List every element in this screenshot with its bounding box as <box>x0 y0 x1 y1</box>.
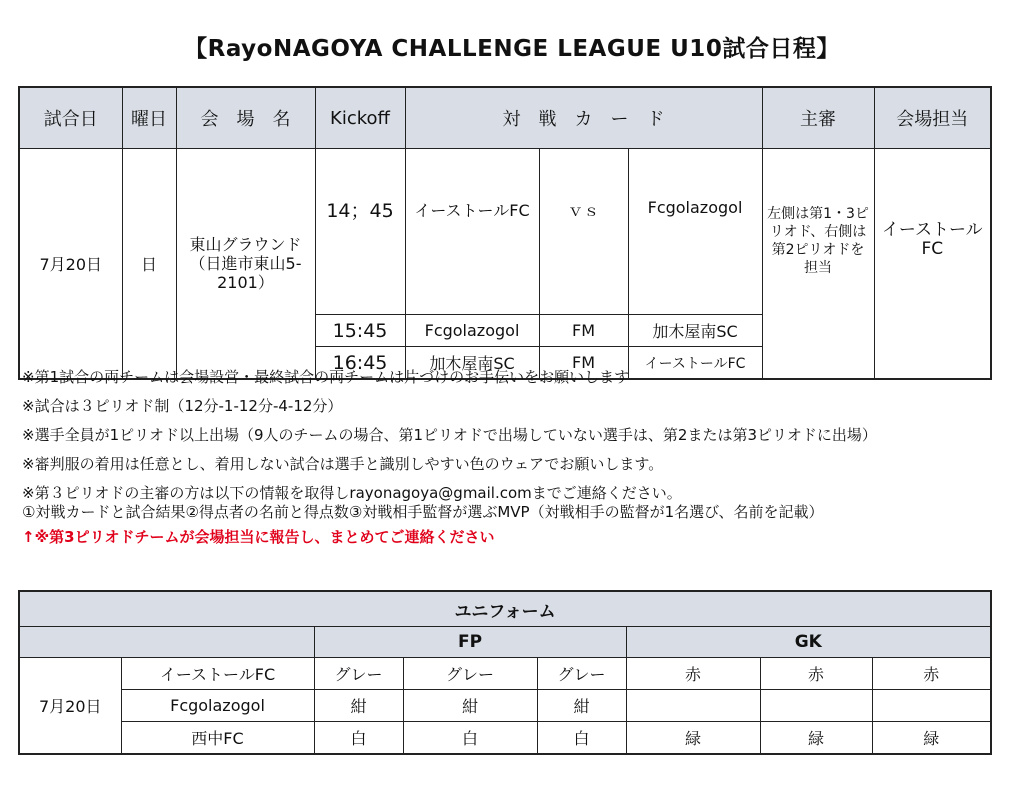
away-team: イーストールFC <box>628 347 762 380</box>
vs-label: ｖｓ <box>539 149 628 315</box>
fp-color: グレー <box>314 658 403 690</box>
header-kickoff: Kickoff <box>315 87 405 149</box>
home-team: 加木屋南SC <box>405 347 539 380</box>
match-venue: 東山グラウンド（日進市東山5-2101） <box>176 149 315 380</box>
uniform-header-row <box>19 627 991 658</box>
team-name: イーストールFC <box>121 658 314 690</box>
fp-color: 紺 <box>537 690 626 722</box>
vs-label: FM <box>539 315 628 347</box>
uniform-row <box>19 690 991 722</box>
gk-color <box>872 690 991 722</box>
header-referee: 主審 <box>762 87 874 149</box>
gk-color: 赤 <box>872 658 991 690</box>
note-item: ①対戦カードと試合結果②得点者の名前と得点数③対戦相手監督が選ぶMVP（対戦相手の監督が1名選び、名前を記載） <box>22 503 824 521</box>
match-weekday: 日 <box>122 149 176 380</box>
team-name: Fcgolazogol <box>121 690 314 722</box>
away-team: 加木屋南SC <box>628 315 762 347</box>
uniform-title-row <box>19 591 991 627</box>
kickoff-time: 14；45 <box>315 149 405 315</box>
fp-header: FP <box>314 627 626 658</box>
uniform-table <box>18 590 992 755</box>
venue-manager: イーストールFC <box>874 149 991 380</box>
fp-color: グレー <box>403 658 537 690</box>
fp-color: 紺 <box>314 690 403 722</box>
gk-color: 赤 <box>760 658 872 690</box>
header-matchcard: 対 戦 カ ー ド <box>405 87 762 149</box>
gk-color: 緑 <box>872 722 991 755</box>
referee-note: 左側は第1・3ピリオド、右側は第2ピリオドを担当 <box>762 149 874 380</box>
header-venue: 会 場 名 <box>176 87 315 149</box>
fp-color: 紺 <box>403 690 537 722</box>
vs-label: FM <box>539 347 628 380</box>
match-row <box>19 149 991 315</box>
gk-color: 緑 <box>760 722 872 755</box>
note-item: ※審判服の着用は任意とし、着用しない試合は選手と識別しやすい色のウェアでお願いします。 <box>22 455 664 473</box>
match-date: 7月20日 <box>19 149 122 380</box>
fp-color: 白 <box>314 722 403 755</box>
kickoff-time: 16:45 <box>315 347 405 380</box>
gk-color <box>760 690 872 722</box>
alert-note: ↑※第3ピリオドチームが会場担当に報告し、まとめてご連絡ください <box>22 528 495 546</box>
gk-color <box>626 690 760 722</box>
note-item: ※試合は３ピリオド制（12分-1-12分-4-12分） <box>22 397 343 415</box>
uniform-header-blank <box>19 627 314 658</box>
home-team: イーストールFC <box>405 149 539 315</box>
note-item: ※選手全員が1ピリオド以上出場（9人のチームの場合、第1ピリオドで出場していない選手は、第2または第3ピリオドに出場） <box>22 426 877 444</box>
uniform-date: 7月20日 <box>19 658 121 755</box>
note-item: ※第1試合の両チームは会場設営・最終試合の両チームは片づけのお手伝いをお願いします <box>22 368 630 386</box>
header-day: 曜日 <box>122 87 176 149</box>
uniform-row <box>19 658 991 690</box>
fp-color: 白 <box>403 722 537 755</box>
home-team: Fcgolazogol <box>405 315 539 347</box>
schedule-header-row <box>19 87 991 149</box>
header-date: 試合日 <box>19 87 122 149</box>
header-venue-manager: 会場担当 <box>874 87 991 149</box>
kickoff-time: 15:45 <box>315 315 405 347</box>
gk-color: 赤 <box>626 658 760 690</box>
notes <box>22 368 997 557</box>
schedule-table <box>18 86 992 380</box>
away-team: Fcgolazogol <box>628 149 762 315</box>
page-title: 【RayoNAGOYA CHALLENGE LEAGUE U10試合日程】 <box>184 36 840 62</box>
fp-color: 白 <box>537 722 626 755</box>
team-name: 西中FC <box>121 722 314 755</box>
uniform-row <box>19 722 991 755</box>
uniform-title: ユニフォーム <box>19 591 991 627</box>
gk-header: GK <box>626 627 991 658</box>
note-item: ※第３ピリオドの主審の方は以下の情報を取得しrayonagoya@gmail.comまでご連絡ください。 <box>22 484 682 502</box>
gk-color: 緑 <box>626 722 760 755</box>
fp-color: グレー <box>537 658 626 690</box>
